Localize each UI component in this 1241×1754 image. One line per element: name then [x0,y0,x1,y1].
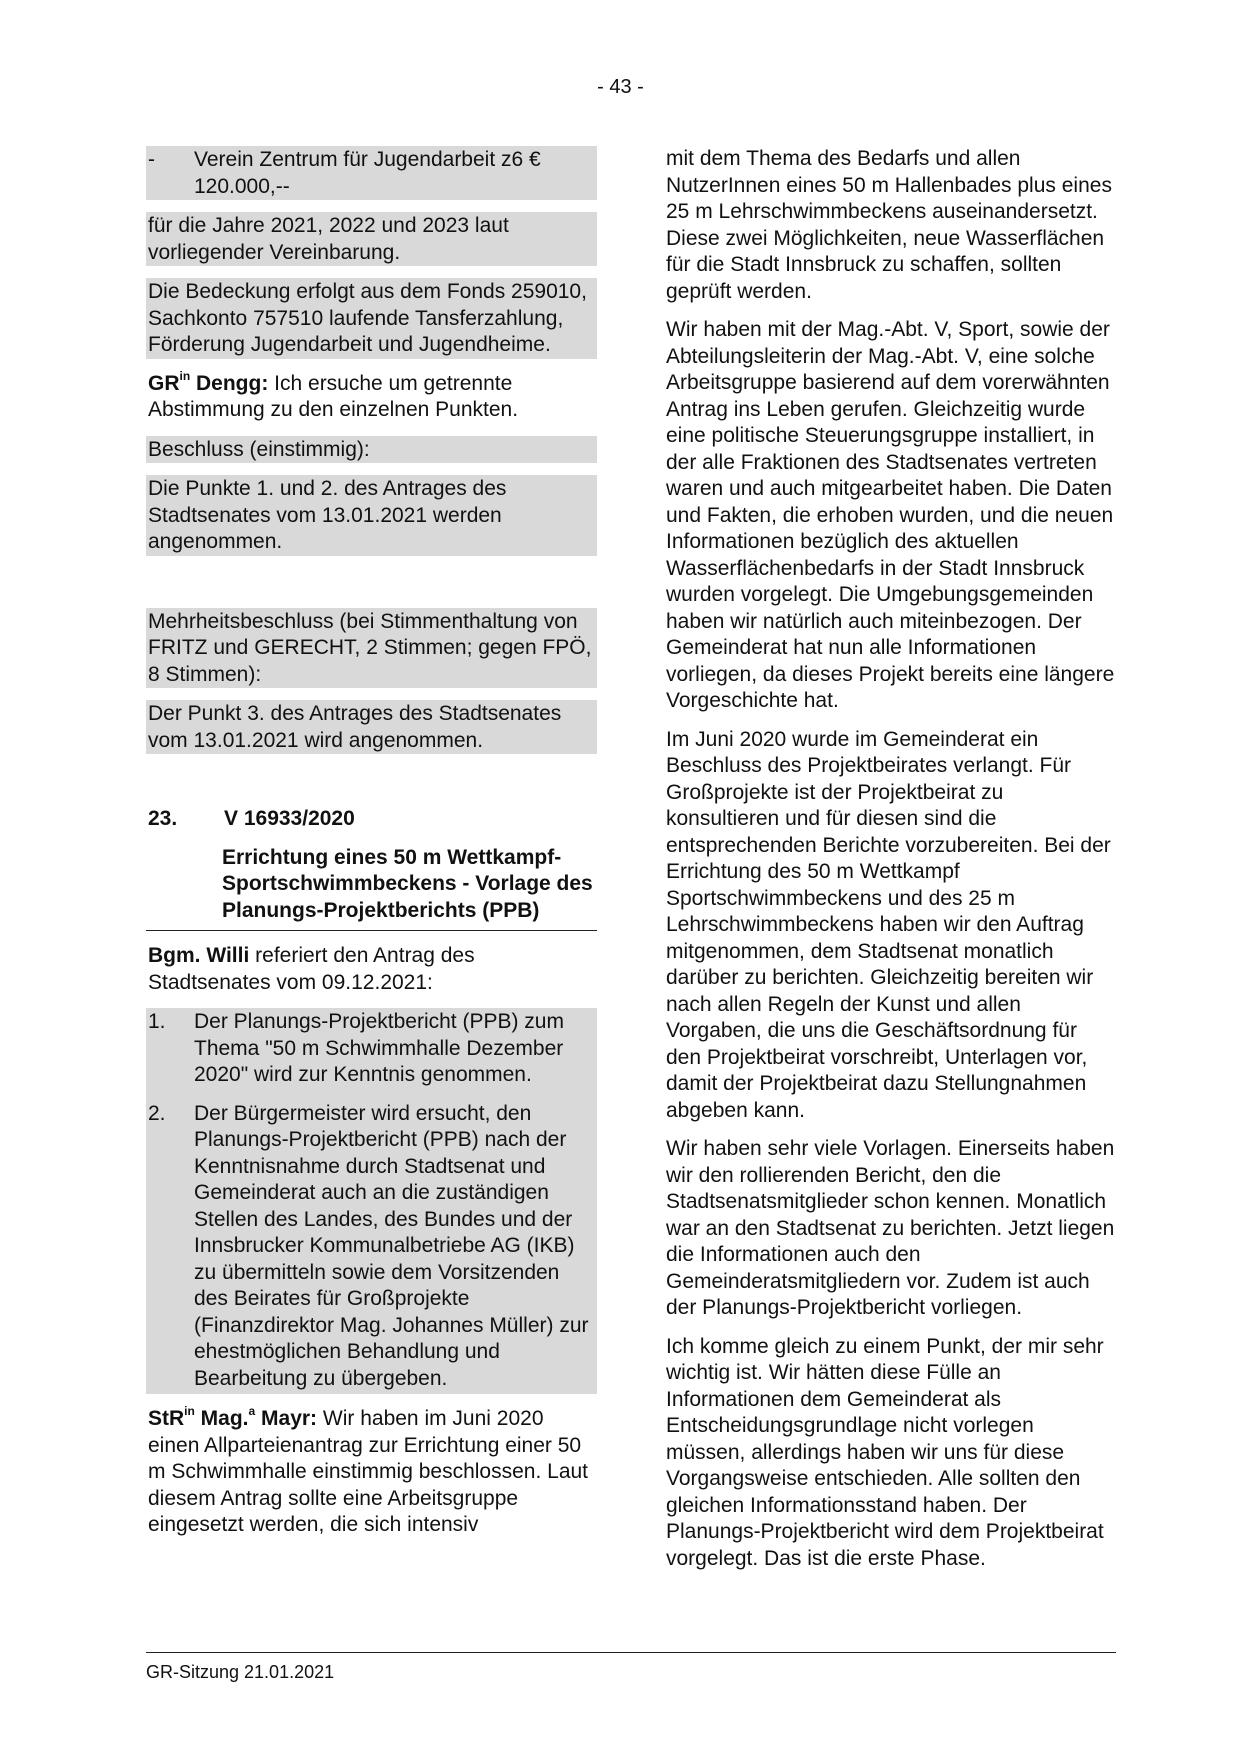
years-paragraph: für die Jahre 2021, 2022 und 2023 laut vorliegender Vereinbarung. [146,212,597,266]
mehrheit-label: Mehrheitsbeschluss (bei Stimmenthaltung von FRITZ und GERECHT, 2 Stimmen; gegen FPÖ, 8 Stimmen): [146,608,597,689]
list-dash: - [148,148,155,171]
motion-item [148,1009,593,1089]
motion-item-number: 2. [148,1101,166,1125]
mehrheit-text: Der Punkt 3. des Antrages des Stadtsenates vom 13.01.2021 wird angenommen. [146,700,597,754]
motion-item-text: Der Bürgermeister wird ersucht, den Planungs-Projektbericht (PPB) nach der Kenntnisnahme durch Stadtsenat und Gemeinderat auch an die zuständigen Stellen des Landes, des Bundes und der Innsbrucker Kommunalbetriebe AG (IKB) zu übermitteln sowie dem Vorsitzenden des Beirates für Großprojekte (Finanzdirektor Mag. Johannes Müller) zur ehestmöglichen Behandlung und Bearbeitung zu übergeben. [194,1101,589,1390]
list-item-text: Verein Zentrum für Jugendarbeit z6 € 120.000,-- [194,148,541,198]
speaker-willi: Bgm. Willi referiert den Antrag des Stadtsenates vom 09.12.2021: [148,944,475,994]
motion-item-number: 1. [148,1010,166,1033]
speaker-dengg: $GR^{in}$ Dengg: Ich ersuche um getrennte Abstimmung zu den einzelnen Punkten. [148,368,519,421]
agenda-title: Errichtung eines 50 m Wettkampf-Sportschwimmbeckens - Vorlage des Planungs-Projektberichts (PPB) [222,845,593,922]
page-number: - 43 - [597,76,644,98]
agenda-number: 23. [148,807,178,830]
beschluss-label: Beschluss (einstimmig): [146,436,597,464]
agenda-item-header [146,806,597,833]
paragraph: Ich komme gleich zu einem Punkt, der mir sehr wichtig ist. Wir hätten diese Fülle an Informationen dem Gemeinderat als Entscheidungsgrundlage nicht vorlegen müssen, allerdings haben wir uns für diese Vorgangsweise entschieden. Alle sollten den gleichen Informationsstand haben. Der Planungs-Projektbericht wird dem Projektbeirat vorgelegt. Das ist die erste Phase. [666,1334,1104,1570]
list-item [148,147,593,200]
footer: GR-Sitzung 21.01.2021 [146,1662,335,1682]
motion-item-text: Der Planungs-Projektbericht (PPB) zum Thema "50 m Schwimmhalle Dezember 2020" wird zur Kenntnis genommen. [194,1010,564,1086]
divider [146,930,597,931]
agenda-ref: V 16933/2020 [224,807,355,830]
motion-items [146,1008,597,1394]
paragraph: Wir haben sehr viele Vorlagen. Einerseits haben wir den rollierenden Bericht, den die Stadtsenatsmitglieder schon kennen. Monatlich war an den Stadtsenat zu berichten. Jetzt liegen die Informationen auch den Gemeinderatsmitgliedern vor. Zudem ist auch der Planungs-Projektbericht vorliegen. [666,1137,1115,1319]
funding-list-block [146,146,597,200]
left-column [146,146,597,1539]
speaker-mayr: StR$^{in}$ Mag.$^a$ Mayr: Wir haben im Juni 2020 einen Allparteienantrag zur Errichtung einer 50 m Schwimmhalle einstimmig beschlossen. Laut diesem Antrag sollte eine Arbeitsgruppe eingesetzt werden, die sich intensiv [148,1404,589,1536]
paragraph: Im Juni 2020 wurde im Gemeinderat ein Beschluss des Projektbeirates verlangt. Für Großprojekte ist der Projektbeirat zu konsultieren und für diesen sind die entsprechenden Berichte vorzubereiten. Bei der Errichtung des 50 m Wettkampf Sportschwimmbeckens und des 25 m Lehrschwimmbeckens haben wir den Auftrag mitgenommen, dem Stadtsenat monatlich darüber zu berichten. Gleichzeitig bereiten wir nach allen Regeln der Kunst und allen Vorgaben, die uns die Geschäftsordnung für den Projektbeirat vorschreibt, Unterlagen vor, damit der Projektbeirat dazu Stellungnahmen abgeben kann. [666,727,1111,1122]
paragraph: mit dem Thema des Bedarfs und allen NutzerInnen eines 50 m Hallenbades plus eines 25 m Lehrschwimmbeckens auseinandersetzt. Diese zwei Möglichkeiten, neue Wasserflächen für die Stadt Innsbruck zu schaffen, sollten geprüft werden. [666,147,1112,303]
beschluss-text: Die Punkte 1. und 2. des Antrages des Stadtsenates vom 13.01.2021 werden angenommen. [146,475,597,556]
paragraph: Wir haben mit der Mag.-Abt. V, Sport, sowie der Abteilungsleiterin der Mag.-Abt. V, eine solche Arbeitsgruppe basierend auf dem vorerwähnten Antrag ins Leben gerufen. Gleichzeitig wurde eine politische Steuerungsgruppe installiert, in der alle Fraktionen des Stadtsenates vertreten waren und auch mitgearbeitet haben. Die Daten und Fakten, die erhoben wurden, und die neuen Informationen bezüglich des aktuellen Wasserflächenbedarfs in der Stadt Innsbruck wurden vorgelegt. Die Umgebungsgemeinden haben wir natürlich auch miteinbezogen. Der Gemeinderat hat nun alle Informationen vorliegen, da dieses Projekt bereits eine längere Vorgeschichte hat. [666,318,1115,712]
motion-item [148,1101,593,1393]
right-column [666,146,1116,1572]
cover-paragraph: Die Bedeckung erfolgt aus dem Fonds 259010, Sachkonto 757510 laufende Tansferzahlung, Förderung Jugendarbeit und Jugendheime. [146,278,597,359]
footer-divider [146,1652,1116,1653]
